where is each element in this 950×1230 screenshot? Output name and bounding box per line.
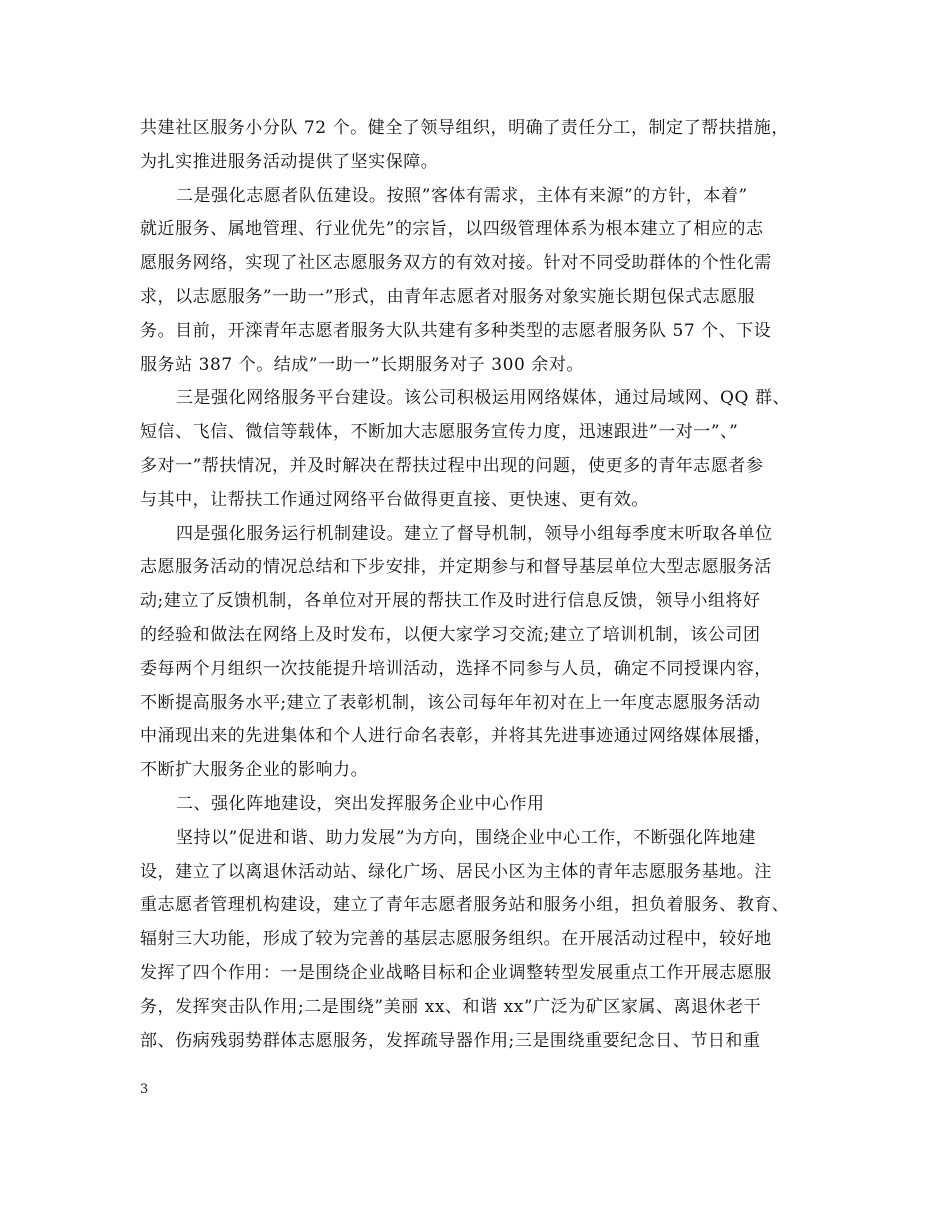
text-line: 三是强化网络服务平台建设。该公司积极运用网络媒体，通过局域网、QQ 群、 [176, 388, 791, 409]
text-line: 志愿服务活动的情况总结和下步安排，并定期参与和督导基层单位大型志愿服务活 [140, 557, 772, 578]
text-line: 短信、飞信、微信等载体，不断加大志愿服务宣传力度，迅速跟进”一对一”、” [140, 422, 739, 443]
text-line: 坚持以”促进和谐、助力发展”为方向，围绕企业中心工作，不断强化阵地建 [176, 827, 757, 848]
text-line: 二是强化志愿者队伍建设。按照”客体有需求，主体有来源”的方针，本着” [176, 185, 748, 206]
text-line: 二、强化阵地建设，突出发挥服务企业中心作用 [176, 793, 545, 814]
text-line: 愿服务网络，实现了社区志愿服务双方的有效对接。针对不同受助群体的个性化需 [140, 253, 772, 274]
text-line: 务，发挥突击队作用;二是围绕”美丽 xx、和谐 xx”广泛为矿区家属、离退休老干 [140, 996, 762, 1017]
text-line: 的经验和做法在网络上及时发布，以便大家学习交流;建立了培训机制，该公司团 [140, 624, 761, 645]
text-line: 多对一”帮扶情况，并及时解决在帮扶过程中出现的问题，使更多的青年志愿者参 [140, 455, 764, 476]
text-line: 动;建立了反馈机制，各单位对开展的帮扶工作及时进行信息反馈，领导小组将好 [140, 591, 761, 612]
text-line: 与其中，让帮扶工作通过网络平台做得更直接、更快速、更有效。 [140, 489, 649, 510]
text-line: 设，建立了以离退休活动站、绿化广场、居民小区为主体的青年志愿服务基地。注 [140, 861, 772, 882]
text-line: 共建社区服务小分队 72 个。健全了领导组织，明确了责任分工，制定了帮扶措施， [140, 118, 789, 138]
text-line: 求，以志愿服务”一助一”形式，由青年志愿者对服务对象实施长期包保式志愿服 [140, 286, 756, 307]
text-line: 务。目前，开滦青年志愿者服务大队共建有多种类型的志愿者服务队 57 个、下设 [140, 320, 772, 341]
text-line: 不断提高服务水平;建立了表彰机制，该公司每年年初对在上一年度志愿服务活动 [140, 692, 761, 713]
text-line: 辐射三大功能，形成了较为完善的基层志愿服务组织。在开展活动过程中，较好地 [140, 929, 772, 950]
document-body [140, 112, 840, 1058]
text-line: 发挥了四个作用：一是围绕企业战略目标和企业调整转型发展重点工作开展志愿服 [140, 962, 772, 983]
text-line: 中涌现出来的先进集体和个人进行命名表彰，并将其先进事迹通过网络媒体展播， [140, 726, 772, 747]
text-line: 四是强化服务运行机制建设。建立了督导机制，领导小组每季度末听取各单位 [176, 523, 773, 544]
text-line: 就近服务、属地管理、行业优先”的宗旨，以四级管理体系为根本建立了相应的志 [140, 219, 764, 240]
text-line: 为扎实推进服务活动提供了坚实保障。 [140, 151, 439, 172]
text-line: 委每两个月组织一次技能提升培训活动，选择不同参与人员，确定不同授课内容， [140, 658, 772, 679]
text-line: 服务站 387 个。结成”一助一”长期服务对子 300 余对。 [140, 354, 584, 375]
text-line: 不断扩大服务企业的影响力。 [140, 760, 369, 781]
page-number: 3 [140, 1082, 149, 1097]
text-line: 重志愿者管理机构建设，建立了青年志愿者服务站和服务小组，担负着服务、教育、 [140, 895, 790, 916]
text-line: 部、伤病残弱势群体志愿服务，发挥疏导器作用;三是围绕重要纪念日、节日和重 [140, 1030, 761, 1051]
